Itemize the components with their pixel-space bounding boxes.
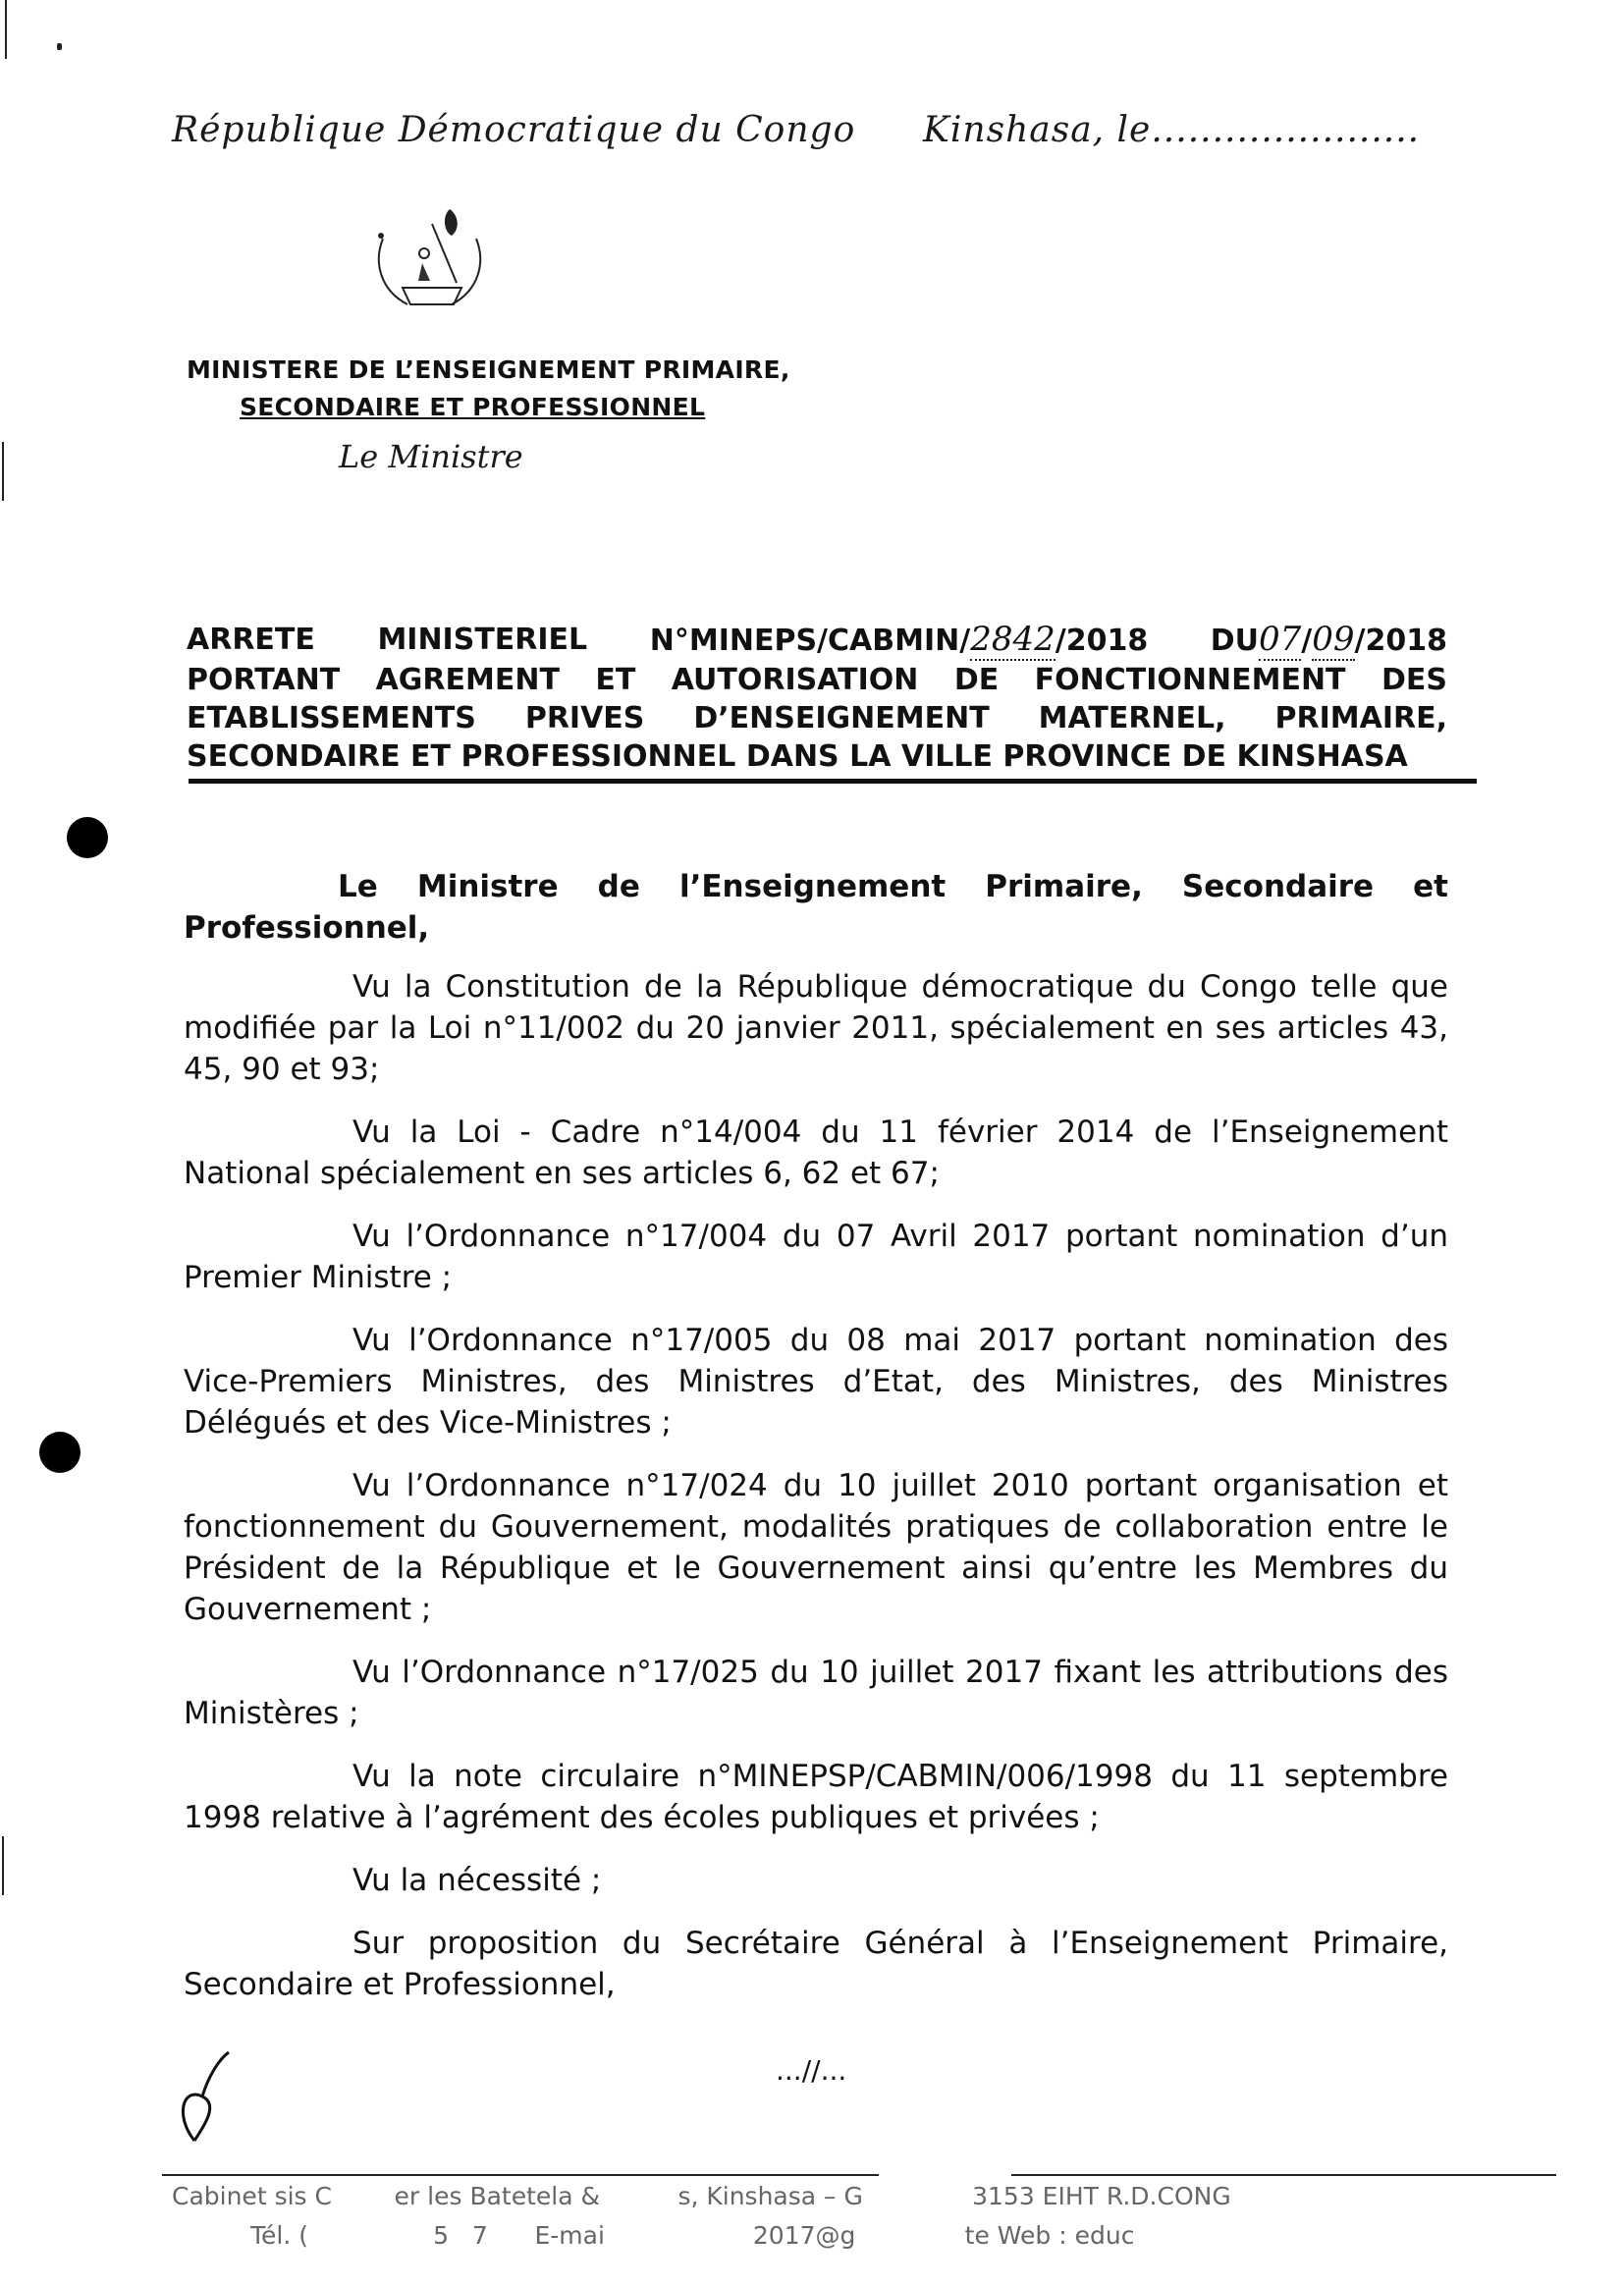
decree-reference	[650, 621, 1148, 661]
place-date-line: Kinshasa, le......................	[923, 110, 1421, 150]
footer-contact: Tél. ( 5 7 E-mai 2017@g te Web : educ	[250, 2221, 1135, 2250]
recital-paragraph: Vu la Constitution de la République démocratique du Congo telle que modifiée par la Loi n°11/002 du 20 janvier 2011, spécialement en ses articles 43, 45, 90 et 93;	[184, 969, 1448, 1087]
recital-paragraph: Vu la Loi - Cadre n°14/004 du 11 février 2014 de l’Enseignement National spécialement en ses articles 6, 62 et 67;	[184, 1115, 1448, 1191]
minister-heading: Le Ministre de l’Enseignement Primaire, Secondaire et Professionnel,	[184, 869, 1448, 946]
date-year: /2018	[1354, 624, 1447, 658]
handwritten-day: 07	[1259, 620, 1302, 659]
recital-paragraph: Vu l’Ordonnance n°17/004 du 07 Avril 2017 portant nomination d’un Premier Ministre ;	[184, 1219, 1448, 1295]
scan-speck	[57, 43, 62, 50]
decree-date: DU07/09/2018	[1210, 620, 1447, 659]
margin-mark	[2, 1836, 4, 1895]
title-word: FONCTIONNEMENT	[1034, 663, 1346, 697]
footer-address: Cabinet sis C er les Batetela & s, Kinshasa – G 3153 EIHT R.D.CONG	[172, 2182, 1231, 2210]
title-line-2	[187, 661, 1447, 699]
title-line-3	[187, 699, 1447, 737]
title-word: AUTORISATION	[671, 663, 919, 697]
title-word: D’ENSEIGNEMENT	[693, 701, 990, 735]
decree-title	[187, 621, 1447, 776]
title-word: MATERNEL,	[1038, 701, 1226, 735]
decree-body	[184, 866, 1448, 2027]
title-underline	[189, 779, 1477, 784]
reference-year: /2018	[1055, 624, 1149, 658]
recital-paragraph: Vu l’Ordonnance n°17/025 du 10 juillet 2017 fixant les attributions des Ministères ;	[184, 1655, 1448, 1731]
title-word: DE	[953, 663, 1000, 697]
footer-rule	[1011, 2174, 1556, 2176]
reference-prefix: N°MINEPS/CABMIN/	[649, 624, 971, 658]
margin-mark	[2, 442, 4, 501]
handwritten-month: 09	[1312, 620, 1355, 659]
title-word: PORTANT	[187, 663, 341, 697]
ministry-name-line2: SECONDAIRE ET PROFESSIONNEL	[240, 393, 706, 421]
minister-title: Le Ministre	[339, 438, 523, 475]
recital-paragraph: Sur proposition du Secrétaire Général à l’Enseignement Primaire, Secondaire et Professionnel,	[184, 1926, 1448, 2002]
title-word: MINISTERIEL	[377, 623, 588, 657]
title-line-1	[187, 621, 1447, 661]
title-word: PRIVES	[524, 701, 645, 735]
margin-mark	[5, 0, 7, 59]
punch-hole	[67, 817, 108, 858]
title-word: ETABLISSEMENTS	[187, 701, 476, 735]
title-word: ET	[595, 663, 636, 697]
title-word: DES	[1380, 663, 1447, 697]
ministry-name-line1: MINISTERE DE L’ENSEIGNEMENT PRIMAIRE,	[187, 355, 790, 384]
handwritten-decree-number: 2842	[970, 620, 1056, 659]
page-continuation-mark: ...//...	[776, 2054, 847, 2087]
recital-paragraph: Vu l’Ordonnance n°17/024 du 10 juillet 2010 portant organisation et fonctionnement du Gouvernement, modalités pratiques de collaboration entre le Président de la République et le Gouvernement ainsi qu’entre les Membres du Gouvernement ;	[184, 1468, 1448, 1627]
punch-hole	[39, 1432, 81, 1473]
title-line-4: SECONDAIRE ET PROFESSIONNEL DANS LA VILLE PROVINCE DE KINSHASA	[187, 739, 1408, 774]
recital-paragraph: Vu la nécessité ;	[352, 1863, 602, 1898]
republic-heading: République Démocratique du Congo	[172, 110, 856, 150]
recital-paragraph: Vu la note circulaire n°MINEPSP/CABMIN/006/1998 du 11 septembre 1998 relative à l’agrément des écoles publiques et privées ;	[184, 1759, 1448, 1835]
title-word: ARRETE	[187, 623, 315, 657]
title-word: PRIMAIRE,	[1274, 701, 1447, 735]
title-word: AGREMENT	[375, 663, 560, 697]
date-prefix: DU	[1210, 624, 1260, 658]
recital-paragraph: Vu l’Ordonnance n°17/005 du 08 mai 2017 portant nomination des Vice-Premiers Ministres, des Ministres d’Etat, des Ministres, des Ministres Délégués et des Vice-Ministres ;	[184, 1323, 1448, 1441]
coat-of-arms-emblem	[363, 204, 496, 317]
handwritten-initial	[165, 2047, 244, 2146]
footer-rule	[162, 2174, 879, 2176]
